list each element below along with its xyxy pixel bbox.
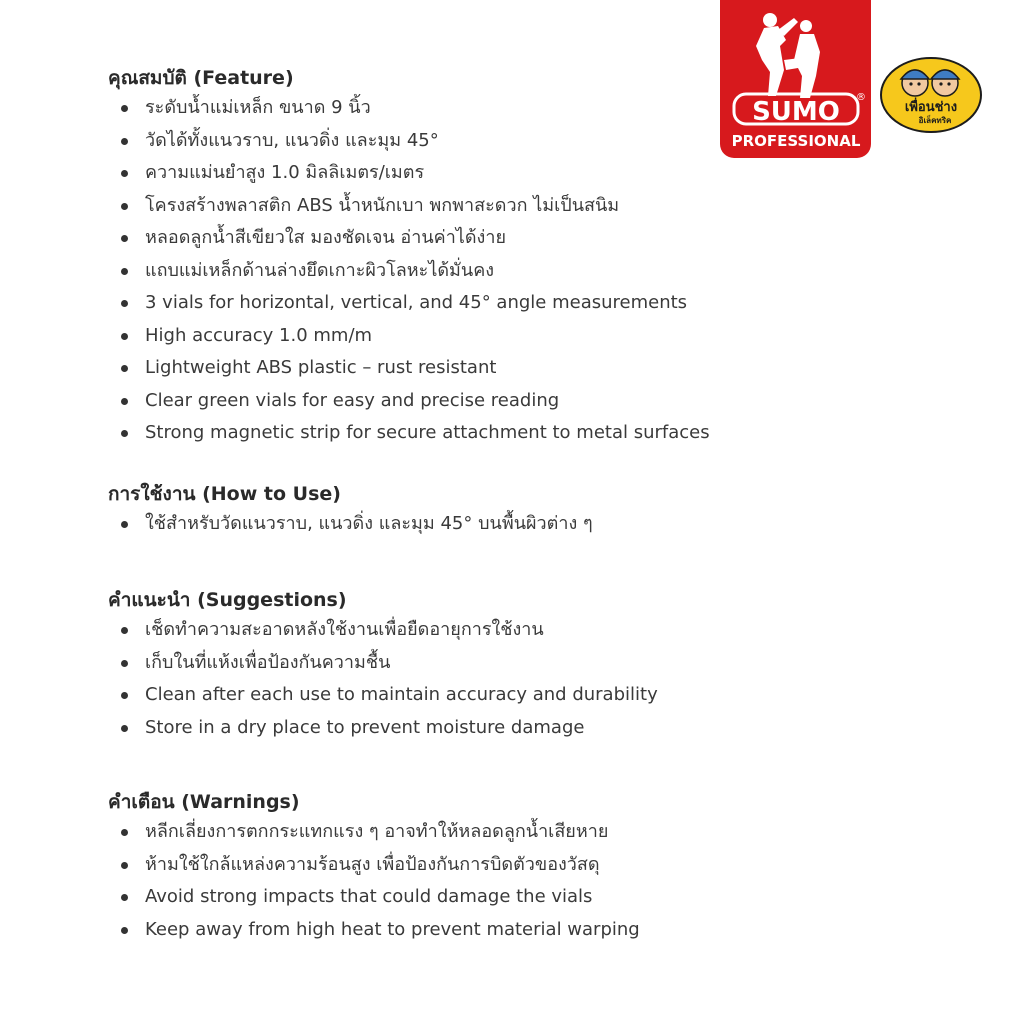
list-item: Clear green vials for easy and precise reading: [108, 385, 710, 418]
feature-section: [108, 64, 710, 450]
feature-heading: คุณสมบัติ (Feature): [108, 67, 294, 89]
sumo-professional-logo: [720, 0, 871, 158]
list-item: แถบแม่เหล็กด้านล่างยึดเกาะผิวโลหะได้มั่นคง: [108, 255, 710, 288]
buddy-wordmark: เพื่อนช่าง: [904, 100, 958, 115]
list-item: Store in a dry place to prevent moisture damage: [108, 712, 658, 745]
list-item: ห้ามใช้ใกล้แหล่งความร้อนสูง เพื่อป้องกันการบิดตัวของวัสดุ: [108, 849, 640, 882]
suggestions-section: [108, 586, 658, 744]
list-item: Avoid strong impacts that could damage the vials: [108, 881, 640, 914]
how-to-use-section: [108, 480, 593, 541]
list-item: High accuracy 1.0 mm/m: [108, 320, 710, 353]
buddy-electric-logo: [879, 57, 983, 133]
how-to-use-heading: การใช้งาน (How to Use): [108, 483, 341, 505]
how-to-use-list: [108, 508, 593, 541]
list-item: 3 vials for horizontal, vertical, and 45° angle measurements: [108, 287, 710, 320]
list-item: เช็ดทำความสะอาดหลังใช้งานเพื่อยืดอายุการใช้งาน: [108, 614, 658, 647]
suggestions-heading: คำแนะนำ (Suggestions): [108, 589, 347, 611]
professional-wordmark: PROFESSIONAL: [731, 132, 861, 150]
suggestions-list: [108, 614, 658, 744]
sumo-wrestler-icon: [720, 0, 871, 158]
list-item: เก็บในที่แห้งเพื่อป้องกันความชื้น: [108, 647, 658, 680]
warnings-heading: คำเตือน (Warnings): [108, 791, 300, 813]
list-item: โครงสร้างพลาสติก ABS น้ำหนักเบา พกพาสะดวก ไม่เป็นสนิม: [108, 190, 710, 223]
sumo-wordmark: SUMO: [752, 97, 840, 127]
list-item: Keep away from high heat to prevent material warping: [108, 914, 640, 947]
warnings-list: [108, 816, 640, 946]
list-item: Lightweight ABS plastic – rust resistant: [108, 352, 710, 385]
warnings-section: [108, 788, 640, 946]
list-item: ความแม่นยำสูง 1.0 มิลลิเมตร/เมตร: [108, 157, 710, 190]
list-item: ใช้สำหรับวัดแนวราบ, แนวดิ่ง และมุม 45° บนพื้นผิวต่าง ๆ: [108, 508, 593, 541]
list-item: Strong magnetic strip for secure attachment to metal surfaces: [108, 417, 710, 450]
list-item: หลอดลูกน้ำสีเขียวใส มองชัดเจน อ่านค่าได้ง่าย: [108, 222, 710, 255]
list-item: หลีกเลี่ยงการตกกระแทกแรง ๆ อาจทำให้หลอดลูกน้ำเสียหาย: [108, 816, 640, 849]
list-item: วัดได้ทั้งแนวราบ, แนวดิ่ง และมุม 45°: [108, 125, 710, 158]
list-item: Clean after each use to maintain accuracy and durability: [108, 679, 658, 712]
feature-list: [108, 92, 710, 450]
svg-text:®: ®: [856, 92, 866, 103]
list-item: ระดับน้ำแม่เหล็ก ขนาด 9 นิ้ว: [108, 92, 710, 125]
buddy-subtitle: อิเล็คทริค: [918, 116, 952, 125]
